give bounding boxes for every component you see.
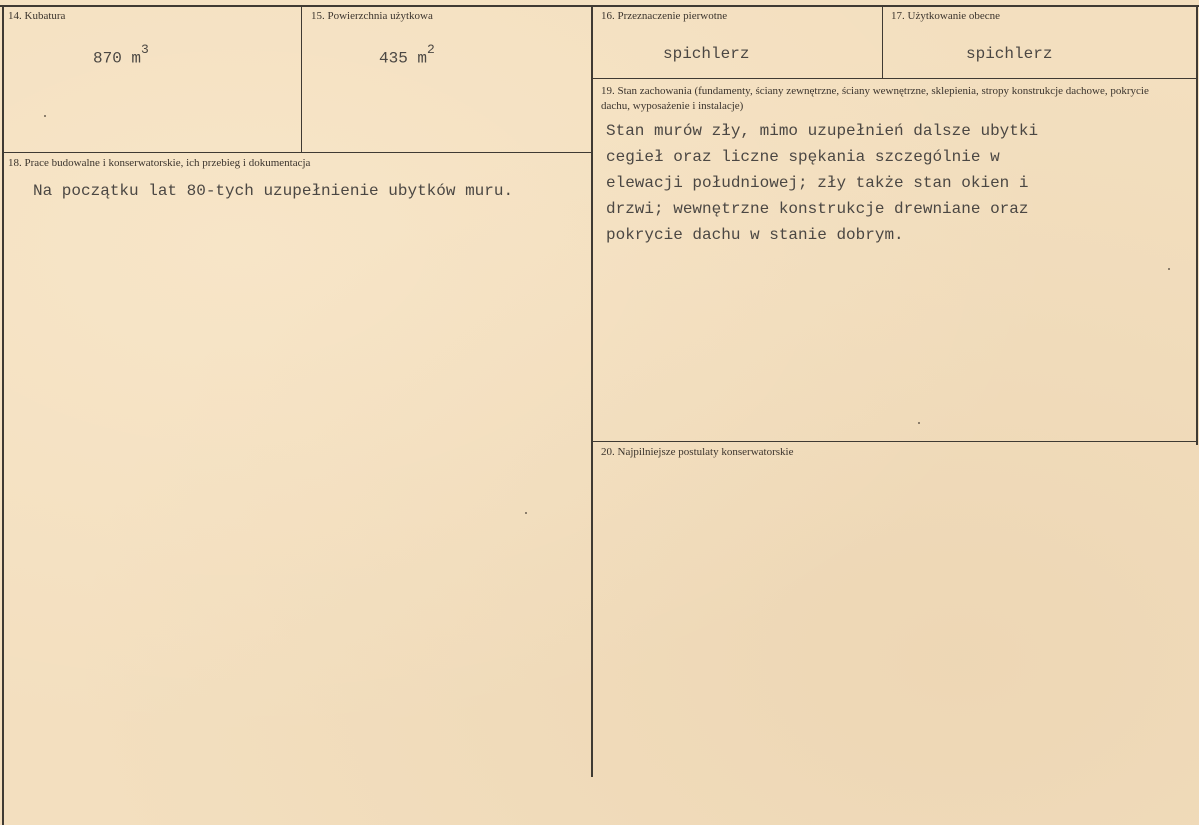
stan-line: Stan murów zły, mimo uzupełnień dalsze ubytki: [606, 122, 1039, 140]
top-border: [0, 5, 1199, 7]
right-border: [1196, 5, 1198, 445]
divider-main-vertical: [591, 5, 593, 777]
divider-16-17-bottom: [593, 78, 1198, 79]
paper-speck: [44, 115, 46, 117]
prace-label: 18. Prace budowalne i konserwatorskie, ich przebieg i dokumentacja: [8, 157, 311, 169]
kubatura-label: 14. Kubatura: [8, 10, 66, 22]
left-border: [2, 5, 4, 825]
stan-line: elewacji południowej; zły także stan okien i: [606, 174, 1029, 192]
przeznaczenie-value: spichlerz: [663, 45, 750, 63]
stan-text: [606, 118, 1038, 248]
kubatura-exponent: 3: [141, 42, 149, 57]
stan-label: 19. Stan zachowania (fundamenty, ściany zewnętrzne, ściany wewnętrzne, sklepienia, stropy konstrukcje dachowe, pokrycie dachu, wyposażenie i instalacje): [601, 85, 1149, 112]
paper-speck: [918, 422, 920, 424]
paper-speck: [1168, 268, 1170, 270]
divider-16-17: [882, 5, 883, 78]
divider-14-15-bottom: [2, 152, 591, 153]
divider-19-20: [593, 441, 1198, 442]
postulaty-label: 20. Najpilniejsze postulaty konserwatorskie: [601, 446, 794, 458]
uzytkowanie-label: 17. Użytkowanie obecne: [891, 10, 1001, 22]
divider-14-15: [301, 5, 302, 153]
stan-line: drzwi; wewnętrzne konstrukcje drewniane oraz: [606, 200, 1029, 218]
stan-line: pokrycie dachu w stanie dobrym.: [606, 226, 904, 244]
kubatura-value: [93, 42, 149, 68]
uzytkowanie-value: spichlerz: [966, 45, 1053, 63]
powierzchnia-value: [379, 42, 435, 68]
przeznaczenie-label: 16. Przeznaczenie pierwotne: [601, 10, 728, 22]
powierzchnia-label: 15. Powierzchnia użytkowa: [311, 10, 433, 22]
powierzchnia-exponent: 2: [427, 42, 435, 57]
paper-speck: [525, 512, 527, 514]
powierzchnia-number: 435 m: [379, 49, 428, 68]
kubatura-number: 870 m: [93, 49, 142, 68]
prace-value: Na początku lat 80-tych uzupełnienie ubytków muru.: [33, 182, 514, 200]
stan-line: cegieł oraz liczne spękania szczególnie w: [606, 148, 1000, 166]
